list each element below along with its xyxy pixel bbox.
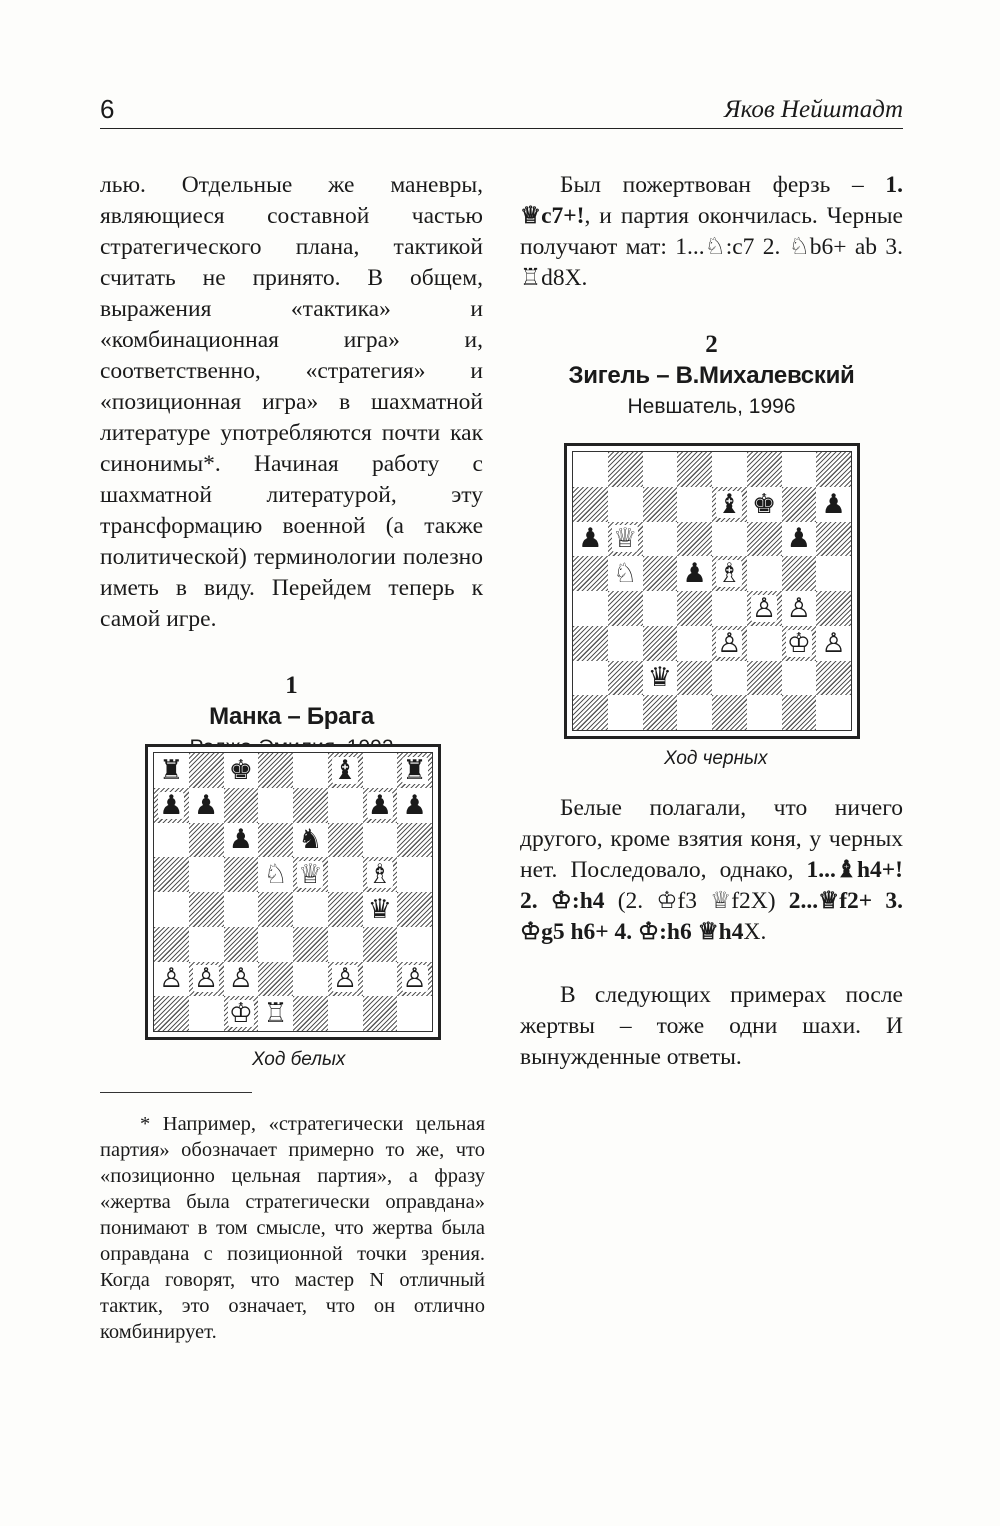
- board-square: [189, 927, 224, 962]
- board-square: [224, 823, 259, 858]
- chess-diagram-2: [564, 443, 860, 739]
- board-square: [816, 661, 851, 696]
- board-square: [224, 996, 259, 1031]
- board-square: [747, 556, 782, 591]
- board-square: [328, 753, 363, 788]
- board-square: [643, 487, 678, 522]
- board-square: [397, 823, 432, 858]
- board-square: [224, 892, 259, 927]
- board-square: [747, 591, 782, 626]
- board-square: [608, 661, 643, 696]
- board-square: [328, 962, 363, 997]
- black-bishop-icon: ♝: [717, 488, 742, 520]
- analysis-text: Белые полагали, что ничего другого, кроме взятия коня, у черных нет. Последовало, однако,: [520, 795, 903, 883]
- board-square: [643, 695, 678, 730]
- board-square: [677, 695, 712, 730]
- board-square: [782, 452, 817, 487]
- white-pawn-icon: ♙: [752, 592, 777, 624]
- analysis-text: X.: [743, 919, 767, 945]
- board-square: [608, 487, 643, 522]
- board-square: [816, 452, 851, 487]
- board-square: [677, 591, 712, 626]
- white-pawn-icon: ♙: [333, 963, 358, 995]
- analysis-paragraph: [520, 793, 903, 948]
- board-square: [573, 452, 608, 487]
- board-square: [363, 788, 398, 823]
- board-square: [782, 626, 817, 661]
- white-bishop-icon: ♗: [717, 558, 742, 590]
- board-grid: [572, 451, 852, 731]
- board-square: [573, 556, 608, 591]
- board-square: [189, 753, 224, 788]
- board-square: [224, 962, 259, 997]
- board-square: [643, 452, 678, 487]
- game-event: Невшатель, 1996: [627, 395, 796, 418]
- board-square: [782, 591, 817, 626]
- white-pawn-icon: ♙: [159, 963, 184, 995]
- board-square: [747, 487, 782, 522]
- move-text: 1...♝h4+! 2. ♔:h4: [520, 857, 903, 914]
- board-square: [712, 452, 747, 487]
- board-square: [293, 996, 328, 1031]
- board-square: [608, 452, 643, 487]
- board-square: [643, 626, 678, 661]
- board-square: [293, 892, 328, 927]
- board-square: [677, 487, 712, 522]
- board-square: [747, 626, 782, 661]
- analysis-text: (2. ♔f3 ♕f2X): [604, 888, 789, 914]
- board-square: [712, 661, 747, 696]
- footnote-rule: [100, 1092, 252, 1093]
- diagram-caption: Ход белых: [252, 1049, 346, 1070]
- white-rook-icon: ♖: [263, 998, 288, 1030]
- board-square: [816, 626, 851, 661]
- move-text: 1. ♕c7+!: [520, 172, 903, 229]
- board-square: [189, 788, 224, 823]
- right-column: [520, 170, 903, 422]
- left-column: [100, 170, 483, 763]
- board-square: [816, 556, 851, 591]
- board-square: [154, 892, 189, 927]
- board-square: [397, 753, 432, 788]
- board-square: [782, 661, 817, 696]
- board-square: [258, 753, 293, 788]
- board-square: [397, 857, 432, 892]
- board-square: [363, 892, 398, 927]
- move-text: 2...♕f2+ 3. ♔g5 h6+ 4. ♔:h6 ♕h4: [520, 888, 903, 945]
- board-square: [608, 522, 643, 557]
- board-square: [224, 753, 259, 788]
- board-square: [154, 788, 189, 823]
- black-pawn-icon: ♟: [194, 789, 219, 821]
- board-square: [189, 962, 224, 997]
- board-square: [816, 695, 851, 730]
- board-square: [258, 857, 293, 892]
- board-square: [189, 823, 224, 858]
- board-square: [782, 522, 817, 557]
- board-square: [747, 522, 782, 557]
- board-square: [328, 788, 363, 823]
- white-king-icon: ♔: [786, 627, 811, 659]
- board-square: [293, 962, 328, 997]
- board-square: [293, 927, 328, 962]
- white-bishop-icon: ♗: [367, 859, 392, 891]
- board-square: [258, 962, 293, 997]
- board-square: [363, 857, 398, 892]
- intro-text: Был пожертвован ферзь –: [560, 172, 886, 198]
- white-pawn-icon: ♙: [717, 627, 742, 659]
- diagram-caption: Ход черных: [664, 748, 768, 769]
- board-square: [712, 695, 747, 730]
- board-square: [328, 996, 363, 1031]
- board-square: [363, 823, 398, 858]
- board-square: [224, 788, 259, 823]
- game-number: 2: [705, 331, 718, 358]
- board-square: [816, 487, 851, 522]
- board-square: [573, 487, 608, 522]
- running-title: Яков Нейштадт: [724, 96, 903, 123]
- game-players: Зигель – В.Михалевский: [568, 362, 855, 389]
- board-square: [747, 661, 782, 696]
- game-2-heading: [520, 330, 903, 422]
- board-square: [189, 996, 224, 1031]
- footnote-text: * Например, «стратегически цельная партия» обозначает примерно то же, что «позиционно цельная партия», а фразу «жертва была стратегически оправдана» понимают в том смысле, что жертва была оправдана с позиционной точки зрения. Когда говорят, что мастер N отличный тактик, это означает, что он отлично комбинирует.: [100, 1113, 485, 1343]
- board-square: [154, 927, 189, 962]
- board-square: [258, 823, 293, 858]
- black-knight-icon: ♞: [298, 824, 323, 856]
- board-square: [712, 522, 747, 557]
- white-pawn-icon: ♙: [402, 963, 427, 995]
- game-players: Манка – Брага: [209, 703, 374, 730]
- black-pawn-icon: ♟: [578, 523, 603, 555]
- board-square: [677, 626, 712, 661]
- board-square: [573, 522, 608, 557]
- board-square: [293, 857, 328, 892]
- board-square: [293, 788, 328, 823]
- board-square: [573, 661, 608, 696]
- board-square: [154, 857, 189, 892]
- white-pawn-icon: ♙: [786, 592, 811, 624]
- board-square: [363, 962, 398, 997]
- intro-text: , и партия окончилась. Черные получают мат: 1...♘:c7 2. ♘b6+ ab 3. ♖d8X.: [520, 203, 903, 291]
- board-grid: [153, 752, 433, 1032]
- board-square: [573, 695, 608, 730]
- board-square: [747, 695, 782, 730]
- black-rook-icon: ♜: [402, 754, 427, 786]
- board-square: [677, 661, 712, 696]
- black-rook-icon: ♜: [159, 754, 184, 786]
- board-square: [643, 522, 678, 557]
- black-queen-icon: ♛: [367, 893, 392, 925]
- board-square: [573, 626, 608, 661]
- board-square: [363, 996, 398, 1031]
- board-square: [608, 591, 643, 626]
- board-square: [712, 556, 747, 591]
- board-square: [258, 927, 293, 962]
- black-king-icon: ♚: [228, 754, 253, 786]
- board-square: [782, 695, 817, 730]
- board-square: [747, 452, 782, 487]
- white-queen-icon: ♕: [298, 859, 323, 891]
- game-number: 1: [285, 672, 298, 699]
- board-square: [293, 753, 328, 788]
- white-queen-icon: ♕: [613, 523, 638, 555]
- white-knight-icon: ♘: [613, 558, 638, 590]
- black-king-icon: ♚: [752, 488, 777, 520]
- board-square: [189, 892, 224, 927]
- board-square: [258, 788, 293, 823]
- board-square: [258, 892, 293, 927]
- board-square: [712, 487, 747, 522]
- page-number: 6: [100, 94, 115, 124]
- header-rule: [100, 128, 903, 129]
- white-pawn-icon: ♙: [228, 963, 253, 995]
- black-pawn-icon: ♟: [367, 789, 392, 821]
- black-pawn-icon: ♟: [786, 523, 811, 555]
- board-square: [154, 996, 189, 1031]
- board-square: [154, 753, 189, 788]
- black-pawn-icon: ♟: [159, 789, 184, 821]
- board-square: [782, 556, 817, 591]
- board-square: [328, 892, 363, 927]
- black-pawn-icon: ♟: [402, 789, 427, 821]
- board-square: [573, 591, 608, 626]
- board-square: [293, 823, 328, 858]
- board-square: [608, 695, 643, 730]
- board-square: [328, 823, 363, 858]
- black-pawn-icon: ♟: [682, 558, 707, 590]
- board-square: [782, 487, 817, 522]
- board-square: [677, 556, 712, 591]
- footnote: [100, 1111, 485, 1345]
- black-queen-icon: ♛: [647, 662, 672, 694]
- analysis-block: [520, 793, 903, 1073]
- board-square: [397, 927, 432, 962]
- board-square: [608, 556, 643, 591]
- board-square: [397, 892, 432, 927]
- board-square: [154, 823, 189, 858]
- board-square: [677, 522, 712, 557]
- board-square: [712, 591, 747, 626]
- board-square: [643, 591, 678, 626]
- board-square: [224, 927, 259, 962]
- board-square: [189, 857, 224, 892]
- white-king-icon: ♔: [228, 998, 253, 1030]
- board-square: [328, 857, 363, 892]
- board-square: [363, 753, 398, 788]
- white-knight-icon: ♘: [263, 859, 288, 891]
- board-square: [224, 857, 259, 892]
- black-pawn-icon: ♟: [228, 824, 253, 856]
- board-square: [712, 626, 747, 661]
- board-square: [397, 788, 432, 823]
- board-square: [816, 522, 851, 557]
- board-square: [258, 996, 293, 1031]
- white-pawn-icon: ♙: [194, 963, 219, 995]
- chess-diagram-1: [145, 744, 441, 1040]
- board-square: [154, 962, 189, 997]
- board-square: [328, 927, 363, 962]
- board-square: [608, 626, 643, 661]
- board-square: [363, 927, 398, 962]
- board-square: [643, 661, 678, 696]
- black-pawn-icon: ♟: [821, 488, 846, 520]
- left-paragraph: лью. Отдельные же маневры, являющиеся составной частью стратегического плана, тактикой считать не принято. В общем, выражения «тактика» и «комбинационная игра» и, соответственно, «стратегия» и «позиционная игра» в шахматной литературе употребляются почти как синонимы*. Начиная работу с шахматной литературой, эту трансформацию военной (а также политической) терминологии полезно иметь в виду. Перейдем теперь к самой игре.: [100, 172, 483, 632]
- intro-paragraph: [520, 170, 903, 294]
- board-square: [677, 452, 712, 487]
- black-bishop-icon: ♝: [333, 754, 358, 786]
- board-square: [816, 591, 851, 626]
- board-square: [397, 996, 432, 1031]
- board-square: [643, 556, 678, 591]
- board-square: [397, 962, 432, 997]
- closing-paragraph: В следующих примерах после жертвы – тоже одни шахи. И вынужденные ответы.: [520, 982, 903, 1070]
- white-pawn-icon: ♙: [821, 627, 846, 659]
